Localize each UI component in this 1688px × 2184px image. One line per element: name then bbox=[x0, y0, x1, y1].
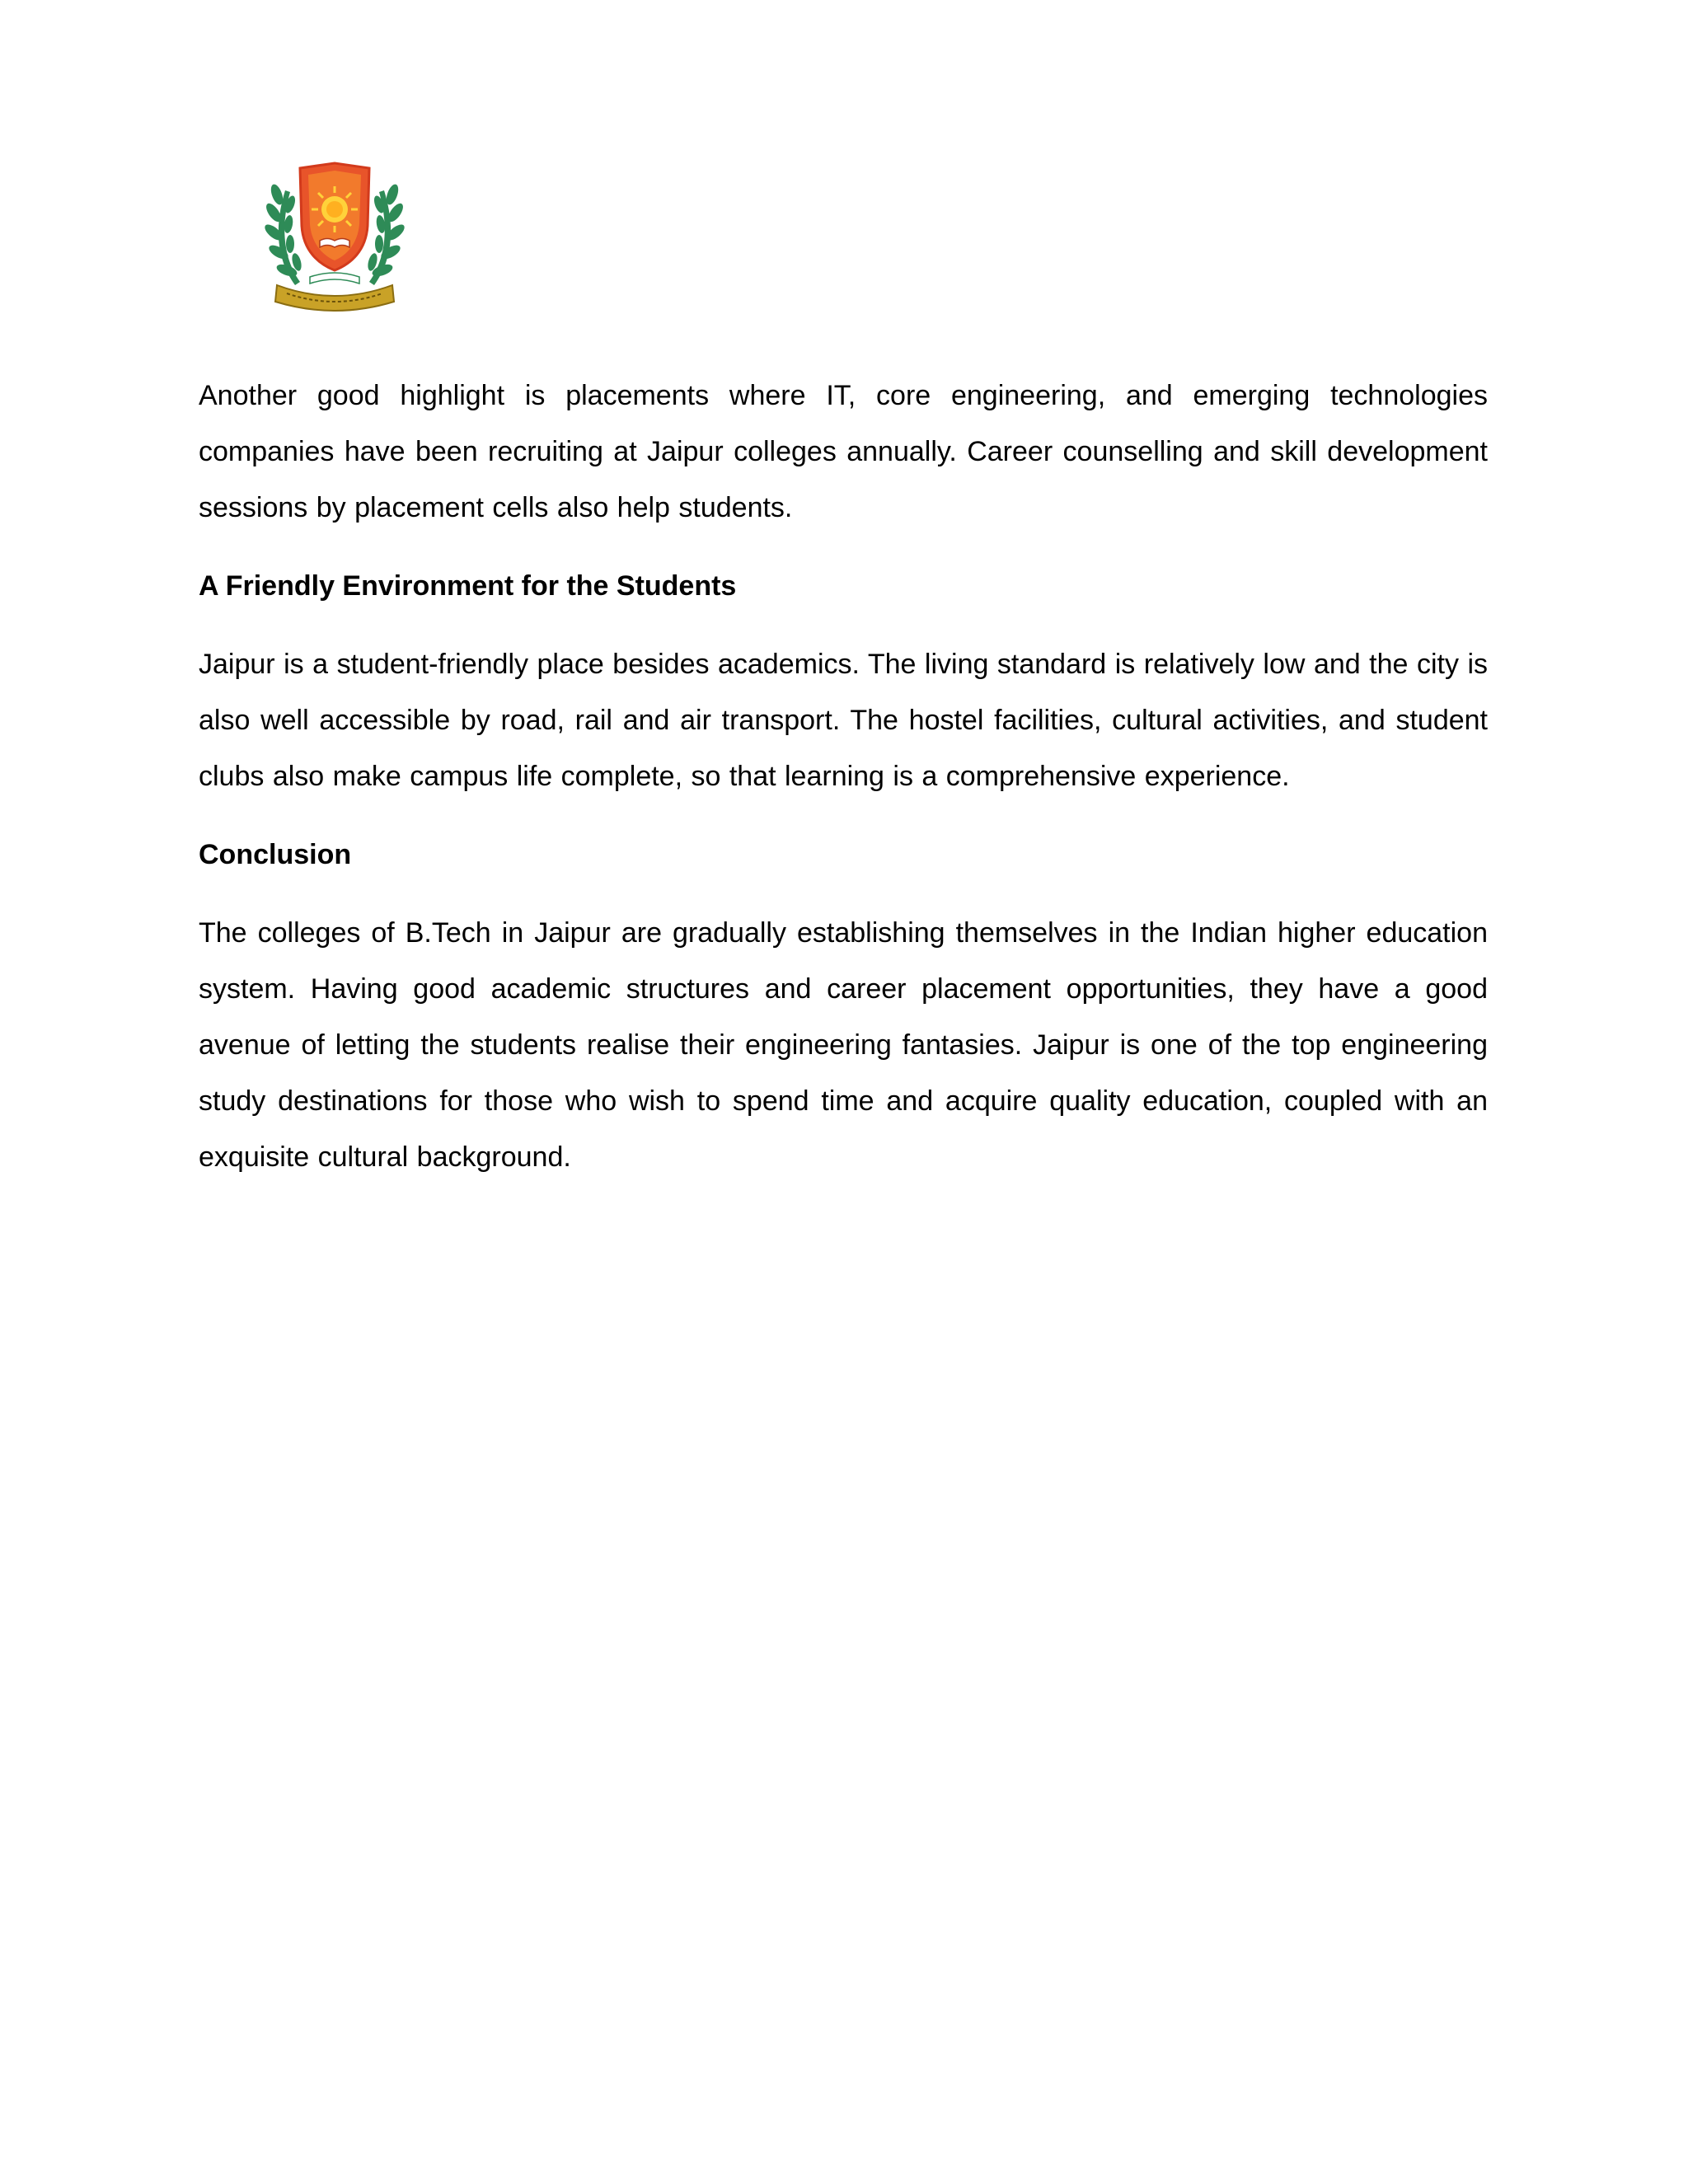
document-body bbox=[199, 368, 1488, 1185]
laurel-right-icon bbox=[366, 183, 406, 285]
placements-paragraph: Another good highlight is placements where IT, core engineering, and emerging technologies companies have been recruiting at Jaipur colleges annually. Career counselling and skill development sessions by placement cells also help students. bbox=[199, 380, 1488, 523]
laurel-left-icon bbox=[262, 183, 302, 285]
environment-paragraph: Jaipur is a student-friendly place besides academics. The living standard is relatively low and the city is also well accessible by road, rail and air transport. The hostel facilities, cultural activities, and student clubs also make campus life complete, so that learning is a comprehensive experience. bbox=[199, 649, 1488, 792]
banner-ribbon-icon bbox=[275, 285, 394, 311]
section-heading-friendly-environment: A Friendly Environment for the Students bbox=[199, 570, 737, 602]
university-crest-logo bbox=[262, 162, 407, 312]
crest-emblem-icon bbox=[262, 162, 407, 312]
section-heading-conclusion: Conclusion bbox=[199, 839, 352, 870]
conclusion-paragraph: The colleges of B.Tech in Jaipur are gradually establishing themselves in the Indian higher education system. Having good academic structures and career placement opportunities, they have a good avenue of letting the students realise their engineering fantasies. Jaipur is one of the top engineering study destinations for those who wish to spend time and acquire quality education, coupled with an exquisite cultural background. bbox=[199, 917, 1488, 1173]
